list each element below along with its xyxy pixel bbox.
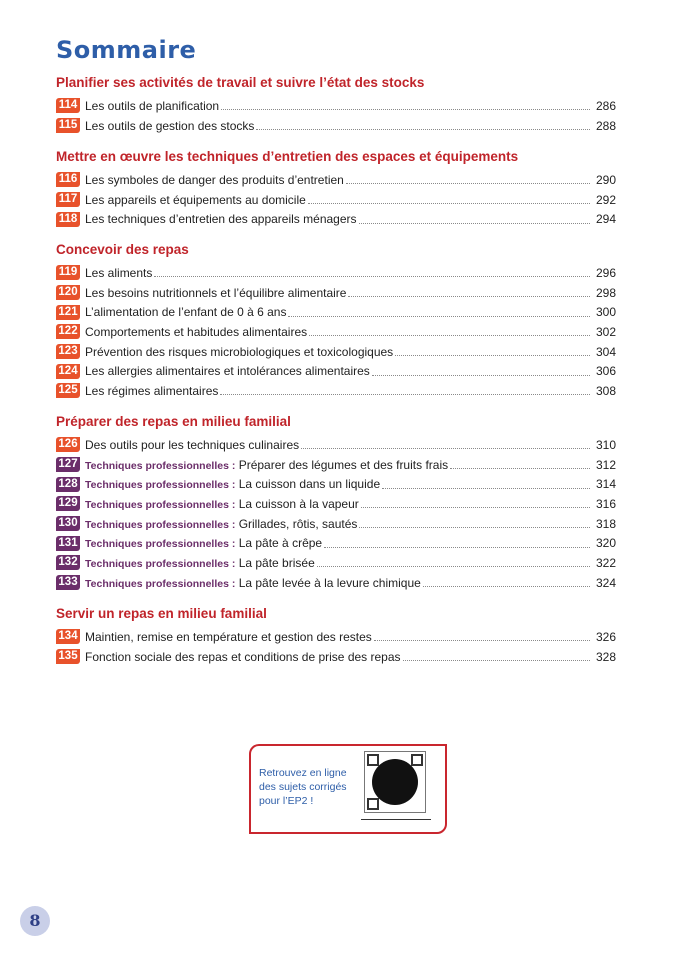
chapter-title: Les besoins nutritionnels et l’équilibre alimentaire: [85, 285, 347, 300]
chapter-number-badge: 123: [56, 344, 80, 359]
toc-section: [56, 412, 616, 593]
page-number: 296: [595, 265, 616, 280]
page-number: 298: [595, 285, 616, 300]
chapter-number-badge: 131: [56, 536, 80, 551]
chapter-number-badge: 121: [56, 305, 80, 320]
chapter-title: Les techniques d’entretien des appareils ménagers: [85, 212, 357, 227]
section-title: Servir un repas en milieu familial: [56, 606, 267, 621]
dot-leader: [221, 109, 590, 110]
chapter-title: [85, 556, 315, 570]
technique-prefix: Techniques professionnelles :: [85, 557, 236, 570]
chapter-number-badge: 114: [56, 98, 80, 113]
chapter-number-badge: 120: [56, 285, 80, 300]
dot-leader: [395, 355, 590, 356]
chapter-number-badge: 118: [56, 212, 80, 227]
page-number: 292: [595, 192, 616, 207]
page-number: 304: [595, 344, 616, 359]
toc-entry[interactable]: [56, 494, 616, 514]
chapter-number-badge: 132: [56, 555, 80, 570]
chapter-title: [85, 477, 380, 491]
section-title: Planifier ses activités de travail et suivre l’état des stocks: [56, 75, 425, 90]
dot-leader: [220, 394, 590, 395]
chapter-title-text: La cuisson à la vapeur: [238, 496, 359, 511]
toc-entry[interactable]: [56, 170, 616, 190]
chapter-number-badge: 129: [56, 496, 80, 511]
dot-leader: [348, 296, 590, 297]
qr-code-icon[interactable]: [364, 751, 426, 813]
technique-prefix: Techniques professionnelles :: [85, 459, 236, 472]
chapter-number-badge: 116: [56, 172, 80, 187]
toc-entry[interactable]: [56, 302, 616, 322]
page-number: 308: [595, 383, 616, 398]
toc-section: [56, 604, 616, 666]
dot-leader: [324, 547, 590, 548]
page-number: 314: [595, 477, 616, 492]
toc-entry[interactable]: [56, 342, 616, 362]
technique-prefix: Techniques professionnelles :: [85, 498, 236, 511]
dot-leader: [308, 203, 590, 204]
dot-leader: [374, 640, 590, 641]
page-number: 312: [595, 457, 616, 472]
toc-entry[interactable]: [56, 322, 616, 342]
chapter-title: Maintien, remise en température et gestion des restes: [85, 629, 372, 644]
chapter-title-text: Grillades, rôtis, sautés: [238, 516, 358, 531]
chapter-number-badge: 128: [56, 477, 80, 492]
page-number: 310: [595, 437, 616, 452]
toc-entry[interactable]: [56, 455, 616, 475]
toc-entry[interactable]: [56, 96, 616, 116]
dot-leader: [154, 276, 590, 277]
page-number: 324: [595, 575, 616, 590]
chapter-title: L’alimentation de l’enfant de 0 à 6 ans: [85, 305, 287, 320]
chapter-number-badge: 117: [56, 192, 80, 207]
chapter-title: Les outils de planification: [85, 98, 220, 113]
technique-prefix: Techniques professionnelles :: [85, 518, 236, 531]
toc-entry[interactable]: [56, 573, 616, 593]
page-number-folio: 8: [20, 906, 50, 936]
dot-leader: [309, 335, 590, 336]
chapter-title: Les appareils et équipements au domicile: [85, 192, 306, 207]
chapter-number-badge: 122: [56, 324, 80, 339]
technique-prefix: Techniques professionnelles :: [85, 538, 236, 551]
section-title: Concevoir des repas: [56, 242, 189, 257]
dot-leader: [450, 468, 590, 469]
page-number: 326: [595, 629, 616, 644]
chapter-title: Fonction sociale des repas et conditions de prise des repas: [85, 649, 401, 664]
page-number: 302: [595, 324, 616, 339]
chapter-title: Comportements et habitudes alimentaires: [85, 324, 308, 339]
chapter-title-text: Préparer des légumes et des fruits frais: [238, 457, 449, 472]
dot-leader: [346, 183, 590, 184]
chapter-title: Les allergies alimentaires et intolérances alimentaires: [85, 364, 370, 379]
page-number: 306: [595, 364, 616, 379]
dot-leader: [403, 660, 590, 661]
chapter-number-badge: 125: [56, 383, 80, 398]
chapter-title-text: La cuisson dans un liquide: [238, 477, 381, 492]
dot-leader: [382, 488, 590, 489]
page-number: 286: [595, 98, 616, 113]
chapter-title: [85, 536, 322, 550]
dot-leader: [317, 566, 590, 567]
chapter-title: Les régimes alimentaires: [85, 383, 219, 398]
toc-entry[interactable]: [56, 283, 616, 303]
dot-leader: [301, 448, 590, 449]
chapter-number-badge: 134: [56, 629, 80, 644]
qr-corner-mark: [367, 798, 379, 810]
toc-section: [56, 240, 616, 401]
chapter-title: Les symboles de danger des produits d’entretien: [85, 172, 344, 187]
chapter-title: Les aliments: [85, 265, 153, 280]
page-number: 320: [595, 536, 616, 551]
page-number: 322: [595, 555, 616, 570]
toc-entry[interactable]: [56, 647, 616, 667]
page-number: 328: [595, 649, 616, 664]
qr-caption-line: [361, 814, 431, 820]
chapter-title: Des outils pour les techniques culinaires: [85, 437, 300, 452]
online-resources-box: [249, 744, 447, 834]
qr-redaction-dot: [372, 759, 418, 805]
online-resources-text: Retrouvez en ligne des sujets corrigés pour l’EP2 !: [259, 767, 347, 807]
chapter-title: Prévention des risques microbiologiques et toxicologiques: [85, 344, 394, 359]
chapter-title-text: La pâte brisée: [238, 555, 315, 570]
toc-entry[interactable]: [56, 435, 616, 455]
chapter-title-text: La pâte à crêpe: [238, 536, 323, 551]
page-number: 316: [595, 496, 616, 511]
chapter-number-badge: 119: [56, 265, 80, 280]
chapter-title: [85, 576, 421, 590]
toc-entry[interactable]: [56, 190, 616, 210]
toc-section: [56, 73, 616, 135]
page-number: 300: [595, 305, 616, 320]
toc-entry[interactable]: [56, 116, 616, 136]
chapter-number-badge: 133: [56, 575, 80, 590]
technique-prefix: Techniques professionnelles :: [85, 479, 236, 492]
dot-leader: [256, 129, 590, 130]
section-title: Mettre en œuvre les techniques d’entretien des espaces et équipements: [56, 149, 519, 164]
chapter-title-text: La pâte levée à la levure chimique: [238, 575, 421, 590]
toc-entry[interactable]: [56, 474, 616, 494]
dot-leader: [423, 586, 590, 587]
dot-leader: [288, 316, 590, 317]
qr-corner-mark: [411, 754, 423, 766]
dot-leader: [361, 507, 590, 508]
toc-section: [56, 147, 616, 229]
chapter-title: [85, 497, 359, 511]
toc-entry[interactable]: [56, 514, 616, 534]
page-title: Sommaire: [56, 36, 197, 64]
section-title: Préparer des repas en milieu familial: [56, 414, 291, 429]
page-number: 290: [595, 172, 616, 187]
dot-leader: [359, 223, 590, 224]
toc-entry[interactable]: [56, 627, 616, 647]
toc-entry[interactable]: [56, 533, 616, 553]
toc-entry[interactable]: [56, 263, 616, 283]
chapter-title: Les outils de gestion des stocks: [85, 118, 255, 133]
toc-entry[interactable]: [56, 381, 616, 401]
page-number: 318: [595, 516, 616, 531]
dot-leader: [372, 375, 590, 376]
toc-entry[interactable]: [56, 361, 616, 381]
chapter-number-badge: 135: [56, 649, 80, 664]
toc-entry[interactable]: [56, 209, 616, 229]
dot-leader: [359, 527, 590, 528]
chapter-number-badge: 126: [56, 437, 80, 452]
chapter-title: [85, 517, 357, 531]
technique-prefix: Techniques professionnelles :: [85, 577, 236, 590]
page-number: 294: [595, 212, 616, 227]
toc-entry[interactable]: [56, 553, 616, 573]
chapter-number-badge: 115: [56, 118, 80, 133]
chapter-number-badge: 130: [56, 516, 80, 531]
chapter-number-badge: 124: [56, 364, 80, 379]
page-number: 288: [595, 118, 616, 133]
chapter-number-badge: 127: [56, 457, 80, 472]
chapter-title: [85, 458, 448, 472]
qr-corner-mark: [367, 754, 379, 766]
